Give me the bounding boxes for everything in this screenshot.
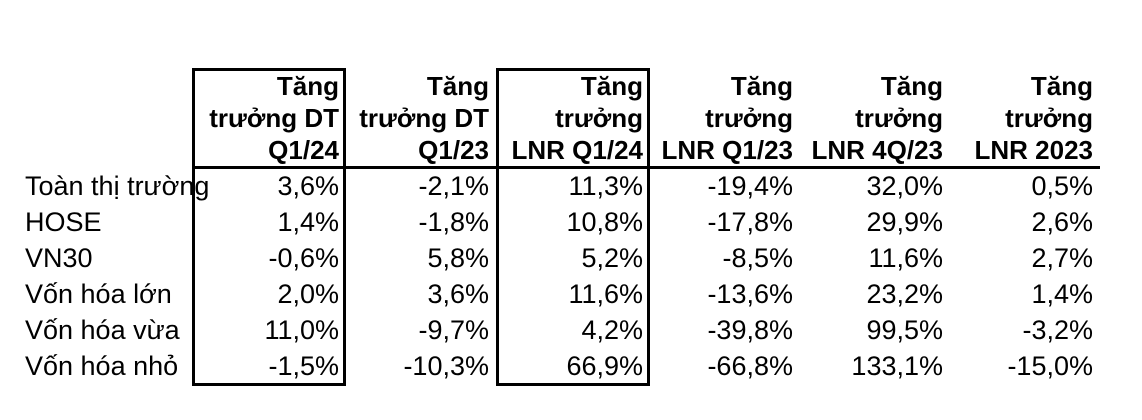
column-header-line: Tăng: [730, 71, 793, 101]
column-header-lnr-q1-24: [496, 68, 650, 168]
column-header-line: Tăng: [276, 71, 339, 101]
row-label-6: Vốn hóa nhỏ: [25, 351, 179, 381]
value-cell: -1,5%: [268, 351, 339, 381]
column-header-line: Tăng: [1030, 71, 1093, 101]
value-cell: 133,1%: [851, 351, 943, 381]
column-header-line: Tăng: [580, 71, 643, 101]
value-cell: 4,2%: [581, 315, 643, 345]
value-cell: 11,6%: [568, 279, 643, 309]
value-cell: 23,2%: [866, 279, 943, 309]
value-cell: 29,9%: [866, 207, 943, 237]
value-cell: 11,3%: [568, 171, 643, 201]
row-label-2: HOSE: [25, 207, 102, 237]
value-cell: 1,4%: [1031, 279, 1093, 309]
column-header-line: trưởng: [855, 103, 943, 133]
column-header-line: Tăng: [880, 71, 943, 101]
column-header-line: Tăng: [426, 71, 489, 101]
table-corner: [0, 68, 192, 168]
row-label-5: Vốn hóa vừa: [25, 315, 180, 345]
value-cell: -15,0%: [1007, 351, 1093, 381]
column-header-line: LNR 2023: [974, 135, 1093, 165]
column-header-lnr-2023: [950, 68, 1100, 168]
column-header-line: trưởng: [705, 103, 793, 133]
value-cell: -10,3%: [403, 351, 489, 381]
value-cell: 3,6%: [277, 171, 339, 201]
column-header-line: trưởng DT: [359, 103, 489, 133]
value-cell: -17,8%: [707, 207, 793, 237]
value-cell: 10,8%: [566, 207, 643, 237]
column-header-line: LNR 4Q/23: [811, 135, 943, 165]
row-label-4: Vốn hóa lớn: [25, 279, 172, 309]
value-cell: 11,6%: [868, 243, 943, 273]
value-cell: -39,8%: [707, 315, 793, 345]
column-header-line: trưởng: [555, 103, 643, 133]
value-cell: -13,6%: [707, 279, 793, 309]
value-cell: 2,6%: [1031, 207, 1093, 237]
value-cell: -1,8%: [418, 207, 489, 237]
value-cell: 99,5%: [866, 315, 943, 345]
column-header-dt-q1-23: [346, 68, 496, 168]
value-cell: -66,8%: [707, 351, 793, 381]
column-header-dt-q1-24: [192, 68, 346, 168]
column-header-line: LNR Q1/24: [511, 135, 643, 165]
value-cell: 32,0%: [866, 171, 943, 201]
column-header-lnr-4q-23: [800, 68, 950, 168]
column-header-line: trưởng: [1005, 103, 1093, 133]
value-cell: 1,4%: [277, 207, 339, 237]
value-cell: 11,0%: [264, 315, 339, 345]
row-label-1: Toàn thị trường: [25, 171, 210, 201]
value-cell: 5,8%: [427, 243, 489, 273]
value-cell: -3,2%: [1022, 315, 1093, 345]
column-header-lnr-q1-23: [650, 68, 800, 168]
value-cell: -9,7%: [418, 315, 489, 345]
value-cell: 66,9%: [566, 351, 643, 381]
column-header-line: LNR Q1/23: [661, 135, 793, 165]
row-label-3: VN30: [25, 243, 93, 273]
value-cell: -0,6%: [268, 243, 339, 273]
value-cell: -8,5%: [722, 243, 793, 273]
column-header-line: Q1/24: [268, 135, 339, 165]
value-cell: 5,2%: [581, 243, 643, 273]
value-cell: 3,6%: [427, 279, 489, 309]
growth-table: [0, 68, 1100, 384]
value-cell: 2,7%: [1031, 243, 1093, 273]
value-cell: 0,5%: [1031, 171, 1093, 201]
value-cell: -19,4%: [707, 171, 793, 201]
column-header-line: trưởng DT: [209, 103, 339, 133]
column-header-line: Q1/23: [418, 135, 489, 165]
value-cell: -2,1%: [418, 171, 489, 201]
value-cell: 2,0%: [277, 279, 339, 309]
